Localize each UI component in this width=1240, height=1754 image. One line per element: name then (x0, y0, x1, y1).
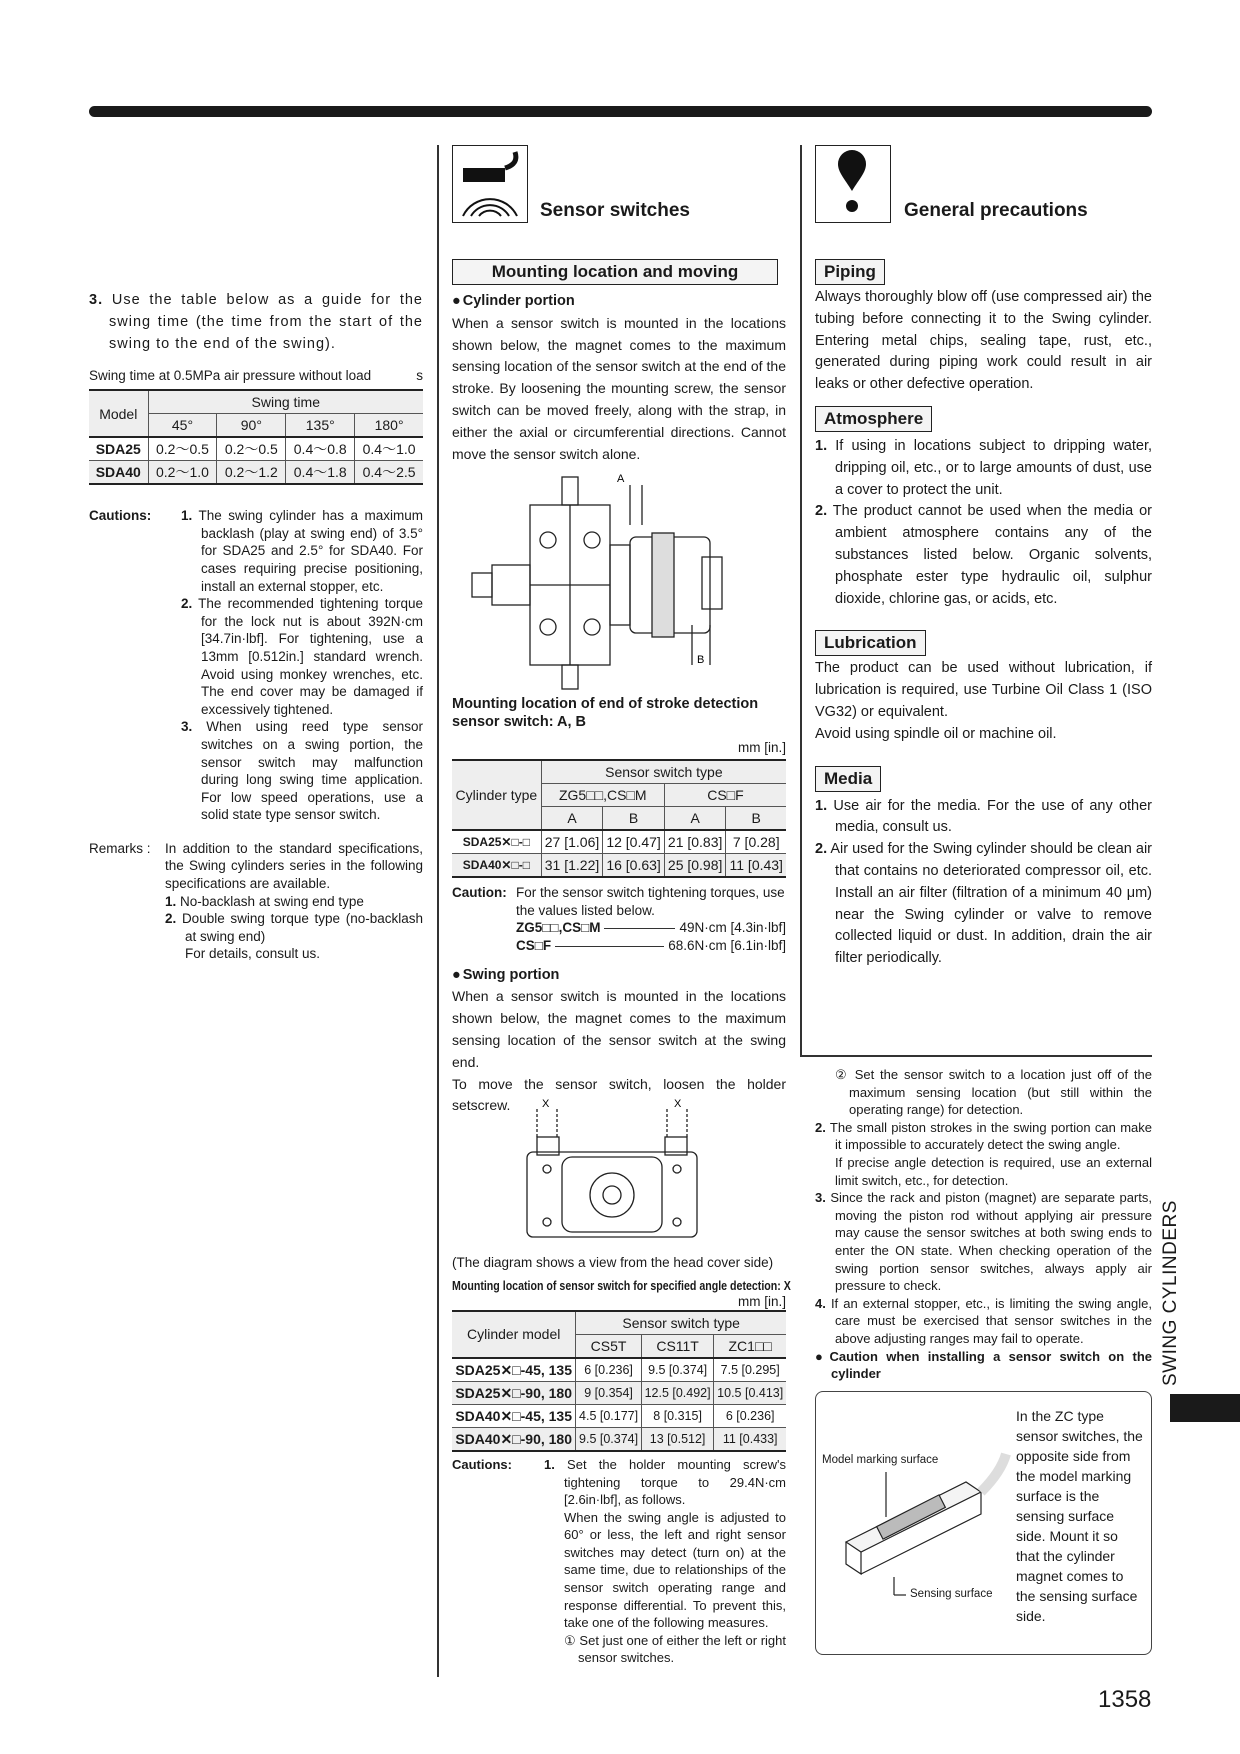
remark-item (165, 910, 423, 945)
num: 1. (815, 797, 828, 814)
caution-text: For the sensor switch tightening torques, use the values listed below. (516, 885, 785, 918)
header-angle: 90° (217, 414, 286, 438)
caution-label: Caution: (452, 885, 507, 901)
torque-row (516, 919, 786, 937)
cell: 6 [0.236] (576, 1358, 641, 1382)
text: When the swing angle is adjusted to 60° or less, the left and right sensor switches may detect (turn on) at the same time, due to relationships of the sensor switch operating range and response differential. To prevent this, take one of the following measures. (564, 1509, 786, 1631)
cautions-label: Cautions: (89, 508, 152, 524)
install-note: In the ZC type sensor switches, the opposite side from the model marking surface is the sensing surface side. Mount it so that the cylinder magnet comes to the sensing surface side. (1016, 1407, 1143, 1624)
table-row (452, 1427, 786, 1451)
text: If using in locations subject to dripping water, dripping oil, etc., or to large amounts of dust, use a cover to protect the unit. (835, 437, 1152, 498)
cell: 16 [0.63] (603, 854, 665, 878)
header-cylinder: Cylinder model (452, 1311, 576, 1358)
paragraph: When a sensor switch is mounted in the locations shown below, the magnet comes to the maximum sensing location of the sensor switch at the end of the stroke. By loosening the mounting screw, the sensor switch can be moved freely, along with the strap, in either the axial or circumferential directions. Cannot move the sensor switch alone. (452, 314, 786, 462)
install-box (815, 1391, 1152, 1655)
cell-model: SDA25✕□-90, 180 (452, 1381, 576, 1404)
table-title: Mounting location of end of stroke detection sensor switch: A, B (452, 696, 759, 731)
remarks (89, 840, 423, 963)
header-angle: 135° (286, 414, 355, 438)
unit-label: s (416, 368, 423, 384)
cell: 0.2～0.5 (217, 437, 286, 461)
text: No-backlash at swing end type (180, 893, 364, 909)
cell-model: SDA40✕□-90, 180 (452, 1427, 576, 1451)
subheading: Mounting location and moving (452, 259, 778, 285)
cell: 11 [0.433] (714, 1427, 786, 1451)
unit-label: mm [in.] (737, 740, 786, 756)
header-cylinder: Cylinder type (452, 760, 541, 830)
paragraph: When a sensor switch is mounted in the locations shown below, the magnet comes to the maximum sensing location of the sensor switch at the swing end. (452, 988, 786, 1070)
lubrication-heading: Lubrication (815, 630, 926, 656)
atmosphere-heading: Atmosphere (815, 406, 932, 432)
text: The recommended tightening torque for the lock nut is about 392N·cm [34.7in·lbf]. For tightening, use a 13mm [0.512in.] standard wrench. Avoid using monkey wrenches, etc. The end cover may be damaged if excessively tightened. (198, 596, 423, 717)
header-angle: 45° (148, 414, 217, 438)
list-item (815, 501, 1152, 610)
cell-model: SDA40✕□-45, 135 (452, 1404, 576, 1427)
caution (452, 884, 786, 954)
swing-diagram (452, 1097, 786, 1252)
cell-model: SDA40✕□-□ (452, 854, 541, 878)
sensing-surface-label: Sensing surface (910, 1587, 993, 1600)
item-3 (89, 290, 423, 355)
paragraph: To move the sensor switch, loosen the holder setscrew. (452, 1075, 786, 1114)
cell: 0.4～0.8 (286, 437, 355, 461)
table-row (452, 1358, 786, 1382)
paragraph: The product can be used without lubrication, if lubrication is required, use Turbine Oil Class 1 (ISO VG32) or equivalent. (815, 660, 1152, 720)
caution-item (181, 595, 423, 718)
cylinder-portion-heading: ● Cylinder portion (452, 291, 786, 313)
column-divider (800, 145, 802, 1057)
cautions (452, 1456, 786, 1667)
cell: 6 [0.236] (714, 1404, 786, 1427)
continued-cautions (815, 1066, 1152, 1655)
cylinder-diagram (452, 465, 786, 695)
section-divider (800, 1055, 1152, 1057)
cell: 10.5 [0.413] (714, 1381, 786, 1404)
num: 1. (165, 893, 177, 909)
cautions-label: Cautions: (452, 1456, 512, 1472)
cell: 9.5 [0.374] (576, 1427, 641, 1451)
cell: 27 [1.06] (541, 830, 603, 854)
header-angle: 180° (355, 414, 423, 438)
num: 1. (544, 1456, 555, 1472)
middle-column (452, 259, 791, 1667)
cell: 0.2～0.5 (148, 437, 217, 461)
cell: 8 [0.315] (641, 1404, 714, 1427)
item-text: Use the table below as a guide for the swing time (the time from the start of the swing to the end of the swing). (109, 292, 424, 352)
list-item (815, 436, 1152, 501)
cell: 0.2～1.0 (148, 461, 217, 485)
header-type: CS□F (664, 784, 786, 807)
header-type: CS11T (641, 1334, 714, 1358)
end-of-stroke-table (452, 759, 786, 878)
cell: 0.4～1.0 (355, 437, 423, 461)
angle-detection-table (452, 1310, 786, 1452)
dim-x-label: X (542, 1098, 550, 1111)
text: Set the holder mounting screw's tightening torque to 29.4N·cm [2.6in·lbf], as follows. (564, 1456, 786, 1508)
text: Since the rack and piston (magnet) are separate parts, moving the piston rod without applying air pressure may cause the sensor switches at both swing ends to enter the ON state. When checking operation of the swing portion sensor switches, always apply air pressure to check. (830, 1190, 1152, 1294)
num: 2. (815, 503, 828, 520)
header-col: A (541, 807, 603, 831)
caution-item (544, 1456, 786, 1509)
num: 3. (815, 1190, 826, 1206)
num: 2. (181, 596, 193, 612)
item-num: 3. (89, 292, 104, 308)
table-row (452, 1404, 786, 1427)
table-row (452, 830, 786, 854)
torque-row (516, 937, 786, 955)
num: 3. (181, 719, 193, 735)
table-row (89, 437, 423, 461)
sensor-switch-icon (452, 145, 528, 223)
cell: 4.5 [0.177] (576, 1404, 641, 1427)
num: 2. (815, 841, 828, 858)
text: If an external stopper, etc., is limiting the swing angle, care must be exercised that sensor switches in the above adjusting ranges may fail to operate. (830, 1295, 1152, 1346)
cell: 9.5 [0.374] (641, 1358, 714, 1382)
left-column (89, 290, 423, 963)
header-model: Model (89, 390, 148, 437)
cell: 25 [0.98] (664, 854, 726, 878)
header-col: B (603, 807, 665, 831)
top-rule (89, 106, 1152, 117)
table-row (452, 854, 786, 878)
header-col: B (726, 807, 786, 831)
table-row (89, 461, 423, 485)
text: ② Set the sensor switch to a location just off of the maximum sensing location (but still within the operating range) for detection. (835, 1067, 1152, 1118)
torque-type: ZG5□□,CS□M (516, 920, 601, 936)
column-divider (437, 145, 439, 1677)
remarks-intro: In addition to the standard specifications, the Swing cylinders series in the following specifications are available. (165, 840, 423, 892)
list-item (815, 839, 1152, 970)
dim-b-label: B (697, 654, 705, 667)
cell: 12.5 [0.492] (641, 1381, 714, 1404)
cell: 0.4～1.8 (286, 461, 355, 485)
cautions (89, 507, 423, 824)
cell: 31 [1.22] (541, 854, 603, 878)
paragraph: Avoid using spindle oil or machine oil. (815, 725, 1057, 742)
unit-label: mm [in.] (737, 1293, 786, 1309)
dim-a-label: A (617, 473, 625, 486)
num: 4. (815, 1295, 826, 1311)
torque-value: 49N·cm [4.3in·lbf] (679, 920, 786, 936)
cell-model: SDA25 (89, 437, 148, 461)
list-item (815, 796, 1152, 840)
media-heading: Media (815, 766, 881, 792)
num: 1. (815, 437, 828, 454)
list-item (815, 1189, 1152, 1295)
cell-model: SDA25✕□-□ (452, 830, 541, 854)
num: 2. (165, 911, 177, 927)
install-heading: ● Caution when installing a sensor switch on the cylinder (815, 1348, 1152, 1383)
remark-item (165, 893, 423, 911)
header-col: A (664, 807, 726, 831)
text: If precise angle detection is required, use an external limit switch, etc., for detection. (835, 1154, 1152, 1188)
cell: 7 [0.28] (726, 830, 786, 854)
caution-item (181, 507, 423, 595)
warning-icon (815, 145, 891, 223)
text: The small piston strokes in the swing portion can make it impossible to accurately detect the swing angle. (829, 1119, 1152, 1153)
swing-time-table (89, 389, 423, 485)
cell: 0.2～1.2 (217, 461, 286, 485)
cell: 9 [0.354] (576, 1381, 641, 1404)
section-title: Sensor switches (540, 200, 690, 221)
side-tab-label: SWING CYLINDERS (1160, 1200, 1181, 1386)
torque-value: 68.6N·cm [6.1in·lbf] (668, 937, 786, 953)
page-number: 1358 (1098, 1686, 1152, 1713)
table-row (452, 1381, 786, 1404)
text: Use air for the media. For the use of any other media, consult us. (833, 797, 1153, 836)
header-group: Sensor switch type (541, 760, 786, 784)
header-type: CS5T (576, 1334, 641, 1358)
text: The swing cylinder has a maximum backlash (play at swing end) of 3.5° for SDA25 and 2.5° for SDA40. For cases requiring precise positioning, install an external stopper, etc. (198, 508, 423, 594)
right-column (815, 259, 1152, 970)
cell: 7.5 [0.295] (714, 1358, 786, 1382)
table-caption: Swing time at 0.5MPa air pressure without load (89, 368, 372, 384)
remarks-footer: For details, consult us. (185, 946, 321, 962)
cell: 13 [0.512] (641, 1427, 714, 1451)
cell: 21 [0.83] (664, 830, 726, 854)
text: ① Set just one of either the left or right sensor switches. (564, 1632, 786, 1666)
header-group: Sensor switch type (576, 1311, 786, 1335)
torque-type: CS□F (516, 937, 552, 953)
num: 2. (815, 1119, 826, 1135)
header-swing-time: Swing time (148, 390, 423, 414)
text: When using reed type sensor switches on a swing portion, the sensor switch may malfunction during long swing time application. For low speed operations, use a solid state type sensor switch. (201, 719, 423, 823)
text: The product cannot be used when the media or ambient atmosphere contains any of the substances listed below. Organic solvents, phosphate ester type hydraulic oil, sulphur dioxide, chlorine gas, or acids, etc. (832, 503, 1152, 607)
num: 1. (181, 508, 193, 524)
dim-x-label: X (674, 1098, 682, 1111)
header-type: ZC1□□ (714, 1334, 786, 1358)
list-item (815, 1295, 1152, 1348)
cell: 12 [0.47] (603, 830, 665, 854)
side-tab-marker (1170, 1394, 1240, 1422)
header-type: ZG5□□,CS□M (541, 784, 664, 807)
piping-heading: Piping (815, 259, 885, 285)
paragraph: Always thoroughly blow off (use compressed air) the tubing before connecting it to the Swing cylinder. Entering metal chips, sealing tape, rust, etc., generated during piping work could result in air leaks or other defective operation. (815, 289, 1152, 393)
list-item (815, 1119, 1152, 1154)
section-title: General precautions (904, 200, 1088, 221)
cell-model: SDA25✕□-45, 135 (452, 1358, 576, 1382)
cell: 0.4～2.5 (355, 461, 423, 485)
cell: 11 [0.43] (726, 854, 786, 878)
caution-item (181, 718, 423, 824)
diagram-caption: (The diagram shows a view from the head cover side) (452, 1255, 774, 1271)
text: Double swing torque type (no-backlash at swing end) (181, 911, 423, 944)
remarks-label: Remarks : (89, 840, 151, 856)
cell-model: SDA40 (89, 461, 148, 485)
model-surface-label: Model marking surface (822, 1453, 939, 1466)
table-title: Mounting location of sensor switch for specified angle detection: X (452, 1278, 791, 1293)
text: Air used for the Swing cylinder should be clean air that contains no deteriorated compressor oil, etc. Install an air filter (filtration of a minimum 40 μm) near the Swing cylinder or valve to remove collected liquid or dust. In addition, drain the air filter periodically. (830, 841, 1153, 967)
swing-portion-heading: ● Swing portion (452, 965, 786, 987)
